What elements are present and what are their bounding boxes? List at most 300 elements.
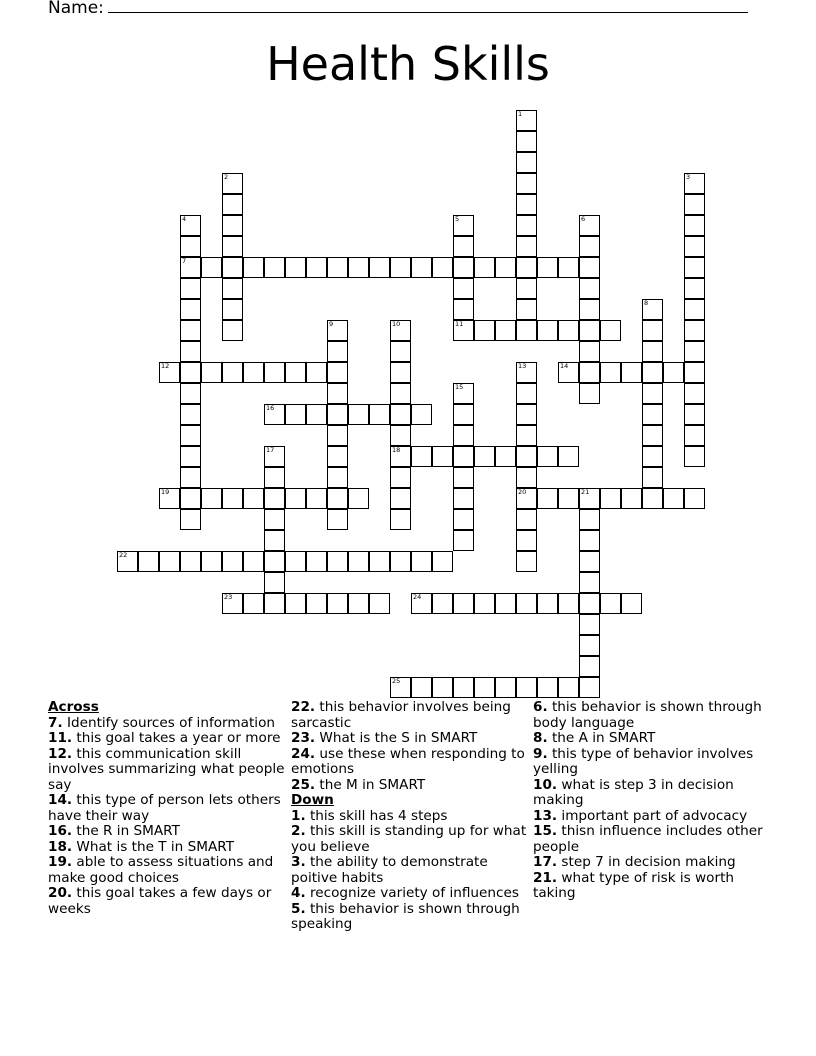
grid-cell[interactable] bbox=[684, 236, 705, 257]
grid-cell[interactable] bbox=[222, 173, 243, 194]
down-clue bbox=[533, 855, 773, 871]
grid-cell[interactable] bbox=[516, 383, 537, 404]
grid-cell[interactable] bbox=[516, 551, 537, 572]
grid-cell[interactable] bbox=[474, 257, 495, 278]
grid-cell[interactable] bbox=[516, 446, 537, 467]
grid-cell[interactable] bbox=[516, 362, 537, 383]
grid-cell[interactable] bbox=[579, 509, 600, 530]
grid-cell[interactable] bbox=[684, 488, 705, 509]
grid-cell[interactable] bbox=[264, 467, 285, 488]
grid-cell[interactable] bbox=[222, 194, 243, 215]
grid-cell[interactable] bbox=[327, 341, 348, 362]
grid-cell[interactable] bbox=[411, 551, 432, 572]
grid-cell[interactable] bbox=[348, 488, 369, 509]
grid-cell[interactable] bbox=[138, 551, 159, 572]
grid-cell[interactable] bbox=[264, 488, 285, 509]
grid-cell[interactable] bbox=[600, 488, 621, 509]
grid-cell[interactable] bbox=[579, 488, 600, 509]
clue-text: the A in SMART bbox=[547, 730, 656, 746]
grid-cell[interactable] bbox=[180, 278, 201, 299]
grid-cell[interactable] bbox=[684, 257, 705, 278]
grid-cell[interactable] bbox=[642, 446, 663, 467]
clue-num: 20. bbox=[48, 885, 73, 901]
grid-cell[interactable] bbox=[453, 677, 474, 698]
grid-cell[interactable] bbox=[453, 257, 474, 278]
clue-text: this goal takes a few days or weeks bbox=[48, 885, 272, 917]
grid-cell[interactable] bbox=[180, 236, 201, 257]
grid-cell[interactable] bbox=[579, 236, 600, 257]
grid-cell[interactable] bbox=[285, 488, 306, 509]
grid-cell[interactable] bbox=[264, 257, 285, 278]
grid-cell[interactable] bbox=[516, 593, 537, 614]
grid-cell[interactable] bbox=[684, 215, 705, 236]
clue-number: 16 bbox=[266, 404, 275, 412]
clue-number: 19 bbox=[161, 488, 170, 496]
grid-cell[interactable] bbox=[327, 509, 348, 530]
clue-num: 9. bbox=[533, 745, 548, 762]
grid-cell[interactable] bbox=[411, 404, 432, 425]
grid-cell[interactable] bbox=[222, 257, 243, 278]
grid-cell[interactable] bbox=[390, 341, 411, 362]
grid-cell[interactable] bbox=[537, 257, 558, 278]
grid-cell[interactable] bbox=[579, 677, 600, 698]
grid-cell[interactable] bbox=[243, 593, 264, 614]
grid-cell[interactable] bbox=[327, 446, 348, 467]
grid-cell[interactable] bbox=[537, 446, 558, 467]
grid-cell[interactable] bbox=[474, 677, 495, 698]
grid-cell[interactable] bbox=[642, 425, 663, 446]
grid-cell[interactable] bbox=[684, 425, 705, 446]
grid-cell[interactable] bbox=[558, 257, 579, 278]
grid-cell[interactable] bbox=[390, 320, 411, 341]
clue-num: 4. bbox=[291, 885, 306, 901]
grid-cell[interactable] bbox=[390, 677, 411, 698]
down-clue bbox=[533, 871, 773, 902]
grid-cell[interactable] bbox=[390, 446, 411, 467]
grid-cell[interactable] bbox=[390, 383, 411, 404]
across-heading: Across bbox=[48, 699, 99, 715]
grid-cell[interactable] bbox=[474, 446, 495, 467]
grid-cell[interactable] bbox=[180, 488, 201, 509]
grid-cell[interactable] bbox=[495, 446, 516, 467]
grid-cell[interactable] bbox=[327, 404, 348, 425]
grid-cell[interactable] bbox=[579, 530, 600, 551]
grid-cell[interactable] bbox=[369, 551, 390, 572]
grid-cell[interactable] bbox=[180, 509, 201, 530]
grid-cell[interactable] bbox=[306, 488, 327, 509]
grid-cell[interactable] bbox=[222, 278, 243, 299]
clue-num: 7. bbox=[48, 714, 63, 731]
grid-cell[interactable] bbox=[411, 446, 432, 467]
grid-cell[interactable] bbox=[621, 593, 642, 614]
clue-number: 3 bbox=[686, 173, 691, 181]
grid-cell[interactable] bbox=[453, 593, 474, 614]
clue-text: this type of person lets others have their way bbox=[48, 792, 281, 824]
grid-cell[interactable] bbox=[558, 488, 579, 509]
clue-num: 6. bbox=[533, 699, 548, 715]
grid-cell[interactable] bbox=[159, 551, 180, 572]
clue-column-3 bbox=[533, 700, 773, 902]
grid-cell[interactable] bbox=[684, 362, 705, 383]
grid-cell[interactable] bbox=[579, 551, 600, 572]
grid-cell[interactable] bbox=[684, 341, 705, 362]
clue-num: 16. bbox=[48, 823, 73, 839]
grid-cell[interactable] bbox=[579, 383, 600, 404]
grid-cell[interactable] bbox=[222, 299, 243, 320]
grid-cell[interactable] bbox=[453, 446, 474, 467]
grid-cell[interactable] bbox=[306, 404, 327, 425]
grid-cell[interactable] bbox=[180, 551, 201, 572]
grid-cell[interactable] bbox=[537, 677, 558, 698]
grid-cell[interactable] bbox=[600, 320, 621, 341]
grid-cell[interactable] bbox=[369, 257, 390, 278]
grid-cell[interactable] bbox=[453, 236, 474, 257]
grid-cell[interactable] bbox=[390, 509, 411, 530]
grid-cell[interactable] bbox=[516, 299, 537, 320]
grid-cell[interactable] bbox=[390, 425, 411, 446]
grid-cell[interactable] bbox=[474, 593, 495, 614]
grid-cell[interactable] bbox=[600, 593, 621, 614]
grid-cell[interactable] bbox=[201, 488, 222, 509]
grid-cell[interactable] bbox=[180, 215, 201, 236]
clue-number: 22 bbox=[119, 551, 128, 559]
grid-cell[interactable] bbox=[558, 362, 579, 383]
clue-number: 17 bbox=[266, 446, 275, 454]
clue-text: this type of behavior involves yelling bbox=[533, 745, 754, 777]
grid-cell[interactable] bbox=[369, 404, 390, 425]
grid-cell[interactable] bbox=[516, 509, 537, 530]
grid-cell[interactable] bbox=[579, 362, 600, 383]
grid-cell[interactable] bbox=[474, 320, 495, 341]
grid-cell[interactable] bbox=[327, 593, 348, 614]
grid-cell[interactable] bbox=[453, 278, 474, 299]
grid-cell[interactable] bbox=[453, 215, 474, 236]
clue-num: 13. bbox=[533, 807, 558, 824]
grid-cell[interactable] bbox=[390, 488, 411, 509]
grid-cell[interactable] bbox=[222, 215, 243, 236]
grid-cell[interactable] bbox=[117, 551, 138, 572]
grid-cell[interactable] bbox=[579, 572, 600, 593]
clue-number: 24 bbox=[413, 593, 422, 601]
clue-number: 21 bbox=[581, 488, 590, 496]
across-clue bbox=[48, 793, 288, 824]
grid-cell[interactable] bbox=[390, 467, 411, 488]
grid-cell[interactable] bbox=[243, 551, 264, 572]
clue-text: this skill has 4 steps bbox=[305, 807, 448, 824]
clue-number: 2 bbox=[224, 173, 229, 181]
grid-cell[interactable] bbox=[516, 488, 537, 509]
grid-cell[interactable] bbox=[642, 362, 663, 383]
grid-cell[interactable] bbox=[180, 404, 201, 425]
down-clue bbox=[291, 809, 531, 825]
grid-cell[interactable] bbox=[516, 257, 537, 278]
grid-cell[interactable] bbox=[453, 383, 474, 404]
grid-cell[interactable] bbox=[180, 467, 201, 488]
grid-cell[interactable] bbox=[222, 593, 243, 614]
grid-cell[interactable] bbox=[348, 257, 369, 278]
grid-cell[interactable] bbox=[579, 614, 600, 635]
grid-cell[interactable] bbox=[264, 404, 285, 425]
grid-cell[interactable] bbox=[684, 194, 705, 215]
grid-cell[interactable] bbox=[285, 551, 306, 572]
clue-number: 11 bbox=[455, 320, 464, 328]
grid-cell[interactable] bbox=[453, 488, 474, 509]
grid-cell[interactable] bbox=[579, 593, 600, 614]
clue-number: 9 bbox=[329, 320, 334, 328]
grid-cell[interactable] bbox=[159, 488, 180, 509]
clue-text: this goal takes a year or more bbox=[72, 730, 281, 746]
grid-cell[interactable] bbox=[684, 404, 705, 425]
clue-num: 17. bbox=[533, 854, 558, 870]
grid-cell[interactable] bbox=[243, 362, 264, 383]
grid-cell[interactable] bbox=[516, 131, 537, 152]
grid-cell[interactable] bbox=[579, 278, 600, 299]
grid-cell[interactable] bbox=[201, 551, 222, 572]
down-clue bbox=[291, 902, 531, 933]
grid-cell[interactable] bbox=[642, 320, 663, 341]
grid-cell[interactable] bbox=[558, 320, 579, 341]
grid-cell[interactable] bbox=[222, 551, 243, 572]
grid-cell[interactable] bbox=[327, 467, 348, 488]
across-clue bbox=[48, 886, 288, 917]
grid-cell[interactable] bbox=[516, 404, 537, 425]
grid-cell[interactable] bbox=[453, 530, 474, 551]
grid-cell[interactable] bbox=[264, 362, 285, 383]
grid-cell[interactable] bbox=[621, 362, 642, 383]
grid-cell[interactable] bbox=[180, 341, 201, 362]
across-clue bbox=[48, 747, 288, 794]
clue-number: 18 bbox=[392, 446, 401, 454]
grid-cell[interactable] bbox=[306, 551, 327, 572]
grid-cell[interactable] bbox=[306, 593, 327, 614]
down-clue bbox=[533, 747, 773, 778]
down-heading: Down bbox=[291, 792, 334, 808]
grid-cell[interactable] bbox=[537, 488, 558, 509]
clue-num: 25. bbox=[291, 776, 316, 793]
name-label: Name: bbox=[48, 0, 104, 18]
grid-cell[interactable] bbox=[411, 593, 432, 614]
clue-number: 20 bbox=[518, 488, 527, 496]
grid-cell[interactable] bbox=[222, 488, 243, 509]
grid-cell[interactable] bbox=[306, 362, 327, 383]
grid-cell[interactable] bbox=[327, 320, 348, 341]
grid-cell[interactable] bbox=[327, 383, 348, 404]
grid-cell[interactable] bbox=[264, 446, 285, 467]
grid-cell[interactable] bbox=[222, 236, 243, 257]
grid-cell[interactable] bbox=[432, 677, 453, 698]
grid-cell[interactable] bbox=[516, 677, 537, 698]
grid-cell[interactable] bbox=[516, 278, 537, 299]
grid-cell[interactable] bbox=[327, 425, 348, 446]
grid-cell[interactable] bbox=[180, 425, 201, 446]
grid-cell[interactable] bbox=[180, 446, 201, 467]
grid-cell[interactable] bbox=[222, 362, 243, 383]
across-clue bbox=[291, 731, 531, 747]
grid-cell[interactable] bbox=[327, 488, 348, 509]
clue-number: 6 bbox=[581, 215, 586, 223]
grid-cell[interactable] bbox=[684, 320, 705, 341]
grid-cell[interactable] bbox=[516, 194, 537, 215]
grid-cell[interactable] bbox=[201, 362, 222, 383]
clue-text: the ability to demonstrate poitive habits bbox=[291, 854, 488, 886]
grid-cell[interactable] bbox=[516, 320, 537, 341]
clue-num: 11. bbox=[48, 730, 73, 746]
page-title: Health Skills bbox=[266, 37, 550, 91]
grid-cell[interactable] bbox=[495, 257, 516, 278]
grid-cell[interactable] bbox=[264, 530, 285, 551]
grid-cell[interactable] bbox=[579, 635, 600, 656]
grid-cell[interactable] bbox=[579, 341, 600, 362]
grid-cell[interactable] bbox=[642, 488, 663, 509]
grid-cell[interactable] bbox=[516, 236, 537, 257]
grid-cell[interactable] bbox=[348, 404, 369, 425]
grid-cell[interactable] bbox=[285, 593, 306, 614]
across-clue bbox=[48, 731, 288, 747]
grid-cell[interactable] bbox=[684, 278, 705, 299]
grid-cell[interactable] bbox=[516, 173, 537, 194]
clue-text: thisn influence includes other people bbox=[533, 823, 763, 855]
grid-cell[interactable] bbox=[516, 110, 537, 131]
grid-cell[interactable] bbox=[348, 593, 369, 614]
grid-cell[interactable] bbox=[222, 320, 243, 341]
grid-cell[interactable] bbox=[516, 467, 537, 488]
grid-cell[interactable] bbox=[432, 593, 453, 614]
grid-cell[interactable] bbox=[159, 362, 180, 383]
grid-cell[interactable] bbox=[642, 467, 663, 488]
grid-cell[interactable] bbox=[642, 299, 663, 320]
grid-cell[interactable] bbox=[537, 593, 558, 614]
grid-cell[interactable] bbox=[327, 257, 348, 278]
grid-cell[interactable] bbox=[642, 404, 663, 425]
grid-cell[interactable] bbox=[558, 446, 579, 467]
grid-cell[interactable] bbox=[642, 341, 663, 362]
down-clue bbox=[533, 809, 773, 825]
grid-cell[interactable] bbox=[453, 299, 474, 320]
grid-cell[interactable] bbox=[327, 362, 348, 383]
grid-cell[interactable] bbox=[243, 257, 264, 278]
grid-cell[interactable] bbox=[453, 320, 474, 341]
grid-cell[interactable] bbox=[684, 383, 705, 404]
across-clue bbox=[48, 716, 288, 732]
grid-cell[interactable] bbox=[180, 362, 201, 383]
grid-cell[interactable] bbox=[264, 509, 285, 530]
down-clue bbox=[533, 778, 773, 809]
grid-cell[interactable] bbox=[390, 551, 411, 572]
grid-cell[interactable] bbox=[516, 530, 537, 551]
grid-cell[interactable] bbox=[411, 677, 432, 698]
grid-cell[interactable] bbox=[180, 320, 201, 341]
grid-cell[interactable] bbox=[579, 299, 600, 320]
clue-num: 24. bbox=[291, 745, 316, 762]
clue-text: use these when responding to emotions bbox=[291, 745, 525, 777]
clue-num: 15. bbox=[533, 823, 558, 839]
across-clue bbox=[291, 747, 531, 778]
grid-cell[interactable] bbox=[285, 404, 306, 425]
clue-text: the R in SMART bbox=[72, 823, 180, 839]
name-blank-line[interactable] bbox=[108, 0, 748, 13]
grid-cell[interactable] bbox=[432, 446, 453, 467]
grid-cell[interactable] bbox=[180, 257, 201, 278]
grid-cell[interactable] bbox=[579, 257, 600, 278]
grid-cell[interactable] bbox=[684, 299, 705, 320]
grid-cell[interactable] bbox=[642, 383, 663, 404]
grid-cell[interactable] bbox=[285, 257, 306, 278]
grid-cell[interactable] bbox=[411, 257, 432, 278]
clue-text: what is step 3 in decision making bbox=[533, 776, 734, 808]
clue-num: 22. bbox=[291, 699, 316, 715]
clue-number: 8 bbox=[644, 299, 649, 307]
clue-text: this behavior involves being sarcastic bbox=[291, 699, 511, 731]
grid-cell[interactable] bbox=[390, 362, 411, 383]
clue-text: What is the S in SMART bbox=[315, 730, 478, 746]
grid-cell[interactable] bbox=[663, 488, 684, 509]
grid-cell[interactable] bbox=[516, 152, 537, 173]
clue-number: 13 bbox=[518, 362, 527, 370]
grid-cell[interactable] bbox=[432, 257, 453, 278]
grid-cell[interactable] bbox=[327, 551, 348, 572]
grid-cell[interactable] bbox=[558, 677, 579, 698]
grid-cell[interactable] bbox=[390, 404, 411, 425]
clue-num: 2. bbox=[291, 823, 306, 839]
clue-number: 5 bbox=[455, 215, 460, 223]
grid-cell[interactable] bbox=[558, 593, 579, 614]
grid-cell[interactable] bbox=[264, 551, 285, 572]
grid-cell[interactable] bbox=[432, 551, 453, 572]
grid-cell[interactable] bbox=[243, 488, 264, 509]
clue-num: 5. bbox=[291, 900, 306, 917]
grid-cell[interactable] bbox=[516, 215, 537, 236]
down-clue bbox=[291, 824, 531, 855]
grid-cell[interactable] bbox=[306, 257, 327, 278]
grid-cell[interactable] bbox=[684, 173, 705, 194]
grid-cell[interactable] bbox=[495, 320, 516, 341]
grid-cell[interactable] bbox=[264, 593, 285, 614]
grid-cell[interactable] bbox=[453, 467, 474, 488]
grid-cell[interactable] bbox=[684, 446, 705, 467]
grid-cell[interactable] bbox=[621, 488, 642, 509]
grid-cell[interactable] bbox=[663, 362, 684, 383]
grid-cell[interactable] bbox=[495, 593, 516, 614]
grid-cell[interactable] bbox=[180, 299, 201, 320]
down-clue bbox=[533, 824, 773, 855]
clue-text: this communication skill involves summarizing what people say bbox=[48, 745, 285, 793]
grid-cell[interactable] bbox=[285, 362, 306, 383]
clue-number: 23 bbox=[224, 593, 233, 601]
grid-cell[interactable] bbox=[369, 593, 390, 614]
grid-cell[interactable] bbox=[495, 677, 516, 698]
grid-cell[interactable] bbox=[453, 404, 474, 425]
clue-text: important part of advocacy bbox=[557, 807, 748, 824]
grid-cell[interactable] bbox=[579, 215, 600, 236]
grid-cell[interactable] bbox=[348, 551, 369, 572]
clue-number: 4 bbox=[182, 215, 187, 223]
grid-cell[interactable] bbox=[579, 656, 600, 677]
clue-text: the M in SMART bbox=[315, 776, 426, 793]
clue-text: What is the T in SMART bbox=[72, 838, 235, 855]
grid-cell[interactable] bbox=[579, 320, 600, 341]
grid-cell[interactable] bbox=[264, 572, 285, 593]
grid-cell[interactable] bbox=[390, 257, 411, 278]
grid-cell[interactable] bbox=[453, 509, 474, 530]
across-clue bbox=[48, 855, 288, 886]
grid-cell[interactable] bbox=[453, 425, 474, 446]
grid-cell[interactable] bbox=[600, 362, 621, 383]
grid-cell[interactable] bbox=[516, 425, 537, 446]
grid-cell[interactable] bbox=[201, 257, 222, 278]
clue-column-2 bbox=[291, 700, 531, 933]
grid-cell[interactable] bbox=[180, 383, 201, 404]
grid-cell[interactable] bbox=[537, 320, 558, 341]
